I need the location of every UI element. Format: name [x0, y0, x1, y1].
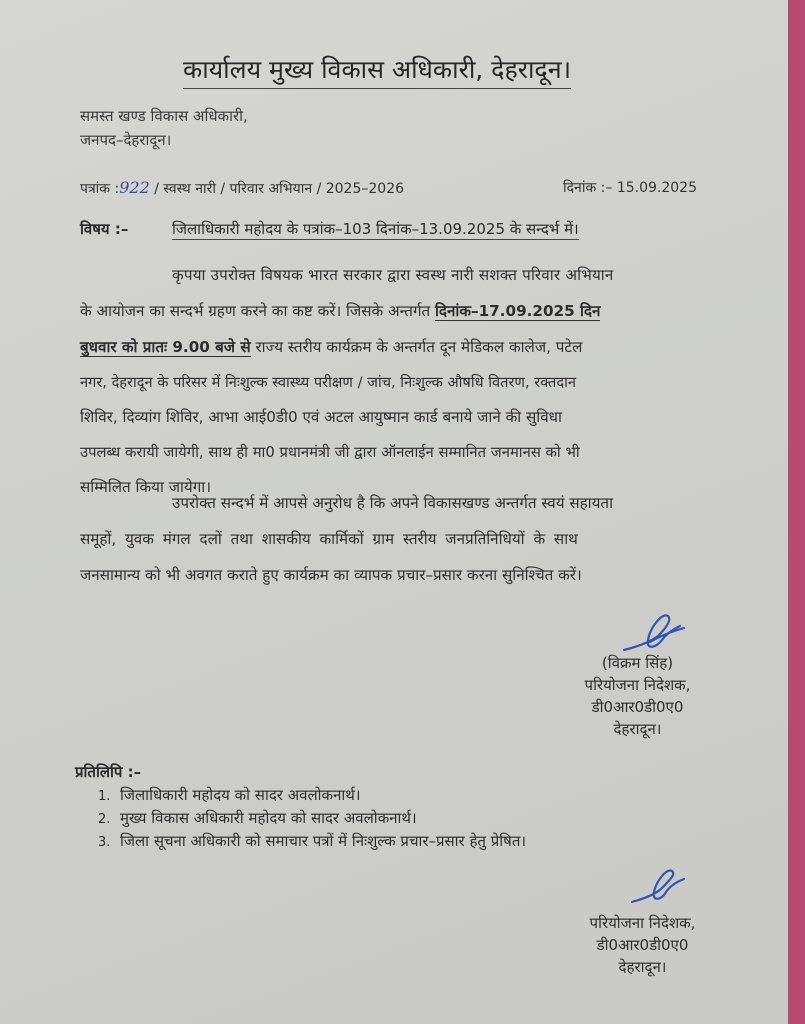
- signatory-designation: परियोजना निदेशक,: [584, 676, 691, 694]
- reference-rest: / स्वस्थ नारी / परिवार अभियान / 2025–2026: [154, 181, 405, 197]
- signatory-office: डी0आर0डी0ए0: [596, 936, 689, 954]
- addressee-line-2: जनपद–देहरादून।: [80, 131, 172, 149]
- background-edge-strip: [788, 0, 805, 1024]
- paragraph-line: उपलब्ध करायी जायेगी, साथ ही मा0 प्रधानमंत्री जी द्वारा ऑनलाईन सम्मानित जनमानस को भी: [80, 444, 580, 461]
- paragraph-line: समूहों, युवक मंगल दलों तथा शासकीय कार्मिकों ग्राम स्तरीय जनप्रतिनिधियों के साथ: [80, 530, 578, 548]
- letter-date: [563, 178, 697, 197]
- paragraph-line: नगर, देहरादून के परिसर में निःशुल्क स्वास्थ्य परीक्षण / जांच, निःशुल्क औषधि वितरण, रक्तदान: [80, 374, 576, 391]
- signatory-designation: परियोजना निदेशक,: [589, 914, 696, 932]
- handwritten-number: 922: [119, 178, 150, 197]
- copy-to-item: 2. मुख्य विकास अधिकारी महोदय को सादर अवलोकनार्थ।: [98, 809, 417, 827]
- signature-icon: [628, 868, 690, 906]
- reference-number: [80, 178, 404, 198]
- event-date-highlight: दिनांक–17.09.2025 दिन: [435, 302, 601, 320]
- letterhead-title: कार्यालय मुख्य विकास अधिकारी, देहरादून।: [183, 52, 571, 89]
- signatory-office: डी0आर0डी0ए0: [591, 698, 684, 716]
- paragraph-line: उपरोक्त सन्दर्भ में आपसे अनुरोध है कि अपने विकासखण्ड अन्तर्गत स्वयं सहायता: [172, 494, 614, 512]
- signatory-name: (विक्रम सिंह): [601, 654, 674, 672]
- subject-label: विषय :–: [80, 220, 129, 238]
- paragraph-line: कृपया उपरोक्त विषयक भारत सरकार द्वारा स्वस्थ नारी सशक्त परिवार अभियान: [172, 266, 614, 284]
- reference-label: पत्रांक :: [80, 181, 120, 197]
- copy-to-item: 1. जिलाधिकारी महोदय को सादर अवलोकनार्थ।: [98, 786, 361, 804]
- paragraph-line: सम्मिलित किया जायेगा।: [80, 478, 211, 496]
- signature-icon: [620, 612, 690, 654]
- date-label: दिनांक :–: [563, 180, 613, 196]
- paragraph-line: शिविर, दिव्यांग शिविर, आभा आई0डी0 एवं अटल आयुष्मान कार्ड बनाये जाने की सुविधा: [80, 408, 562, 426]
- signature-block-2: [580, 912, 705, 978]
- copy-to-label: प्रतिलिपि :–: [75, 763, 142, 781]
- paragraph-line: के आयोजन का सन्दर्भ ग्रहण करने का कष्ट करें। जिसके अन्तर्गत दिनांक–17.09.2025 दिन: [80, 302, 601, 320]
- paragraph-line: बुधवार को प्रातः 9.00 बजे से राज्य स्तरीय कार्यक्रम के अन्तर्गत दून मेडिकल कालेज, पटेल: [80, 338, 583, 356]
- subject-text: जिलाधिकारी महोदय के पत्रांक–103 दिनांक–13.09.2025 के सन्दर्भ में।: [172, 220, 579, 238]
- event-time-highlight: बुधवार को प्रातः 9.00 बजे से: [80, 338, 251, 356]
- signatory-place: देहरादून।: [613, 720, 662, 738]
- addressee-line-1: समस्त खण्ड विकास अधिकारी,: [80, 107, 248, 125]
- copy-to-item: 3. जिला सूचना अधिकारी को समाचार पत्रों में निःशुल्क प्रचार–प्रसार हेतु प्रेषित।: [98, 832, 527, 850]
- signature-block-1: [575, 652, 700, 740]
- signatory-place: देहरादून।: [618, 958, 667, 976]
- paragraph-line: जनसामान्य को भी अवगत कराते हुए कार्यक्रम का व्यापक प्रचार–प्रसार करना सुनिश्चित करें।: [80, 566, 582, 584]
- date-value: 15.09.2025: [616, 180, 697, 196]
